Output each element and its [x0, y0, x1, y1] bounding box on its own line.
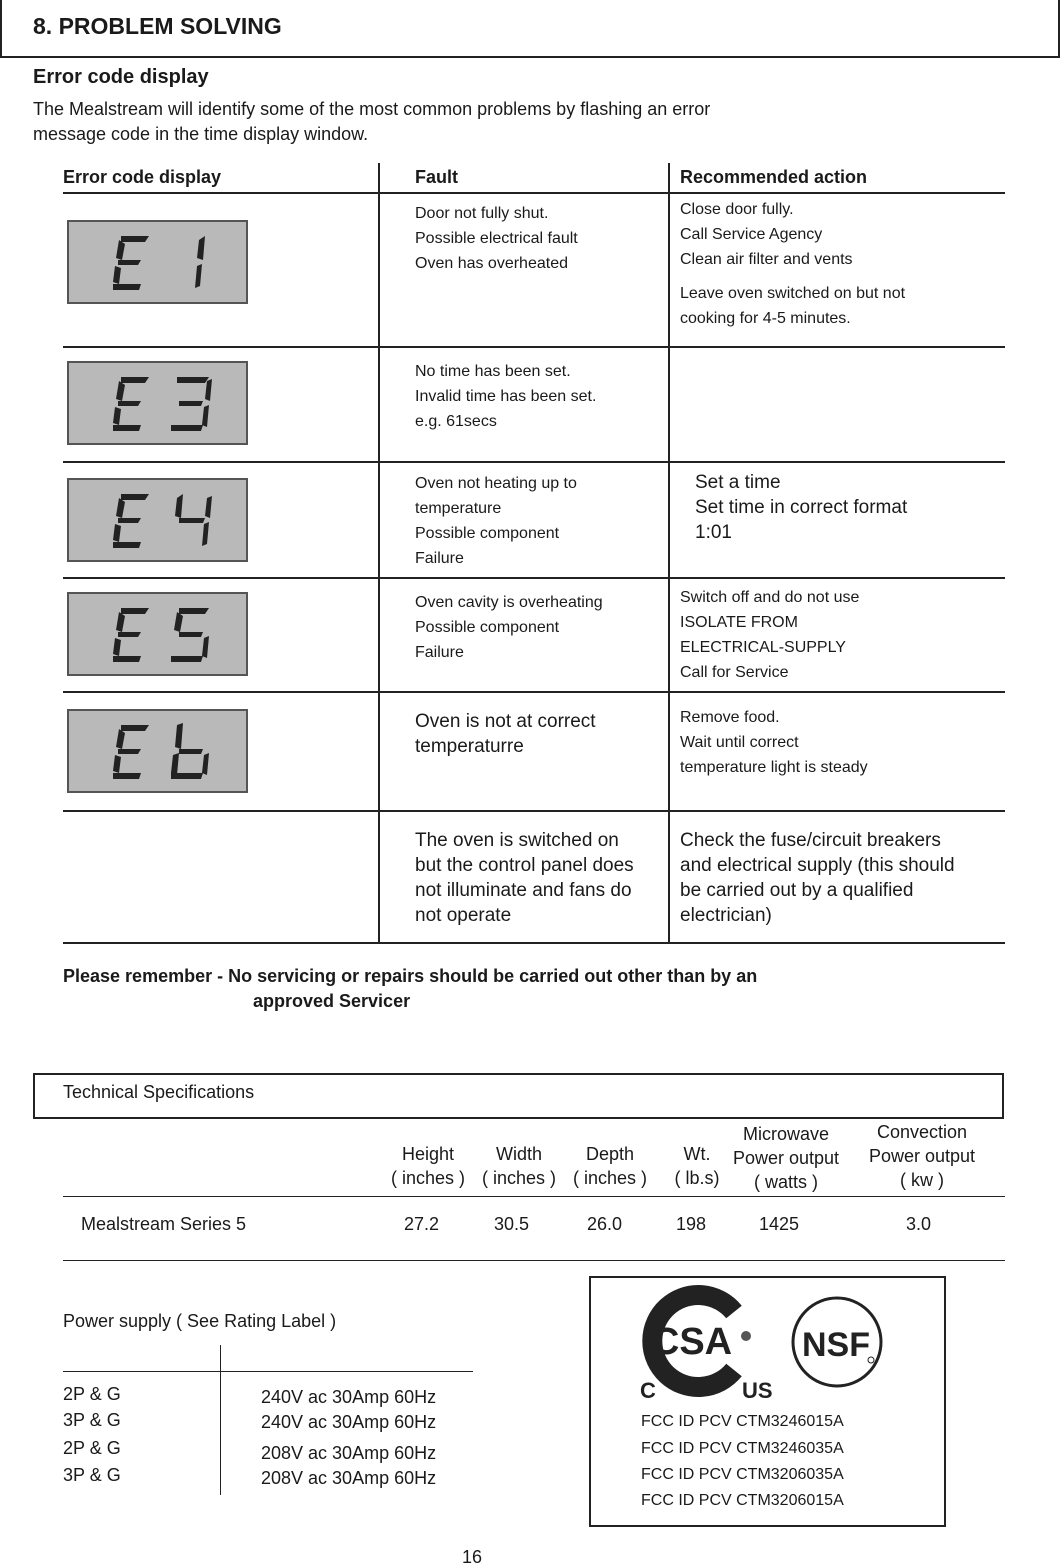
spec-depth: 26.0 — [587, 1214, 623, 1234]
action-line: Leave oven switched on but not — [680, 285, 906, 302]
spec-weight: 198 — [676, 1214, 707, 1234]
action-line: electrician) — [680, 905, 772, 926]
spec-width: 30.5 — [494, 1214, 530, 1234]
lcd-digits-eb — [69, 711, 246, 791]
lcd-digits-e1 — [69, 222, 246, 302]
intro-line-1: The Mealstream will identify some of the most common problems by flashing an error — [33, 99, 711, 119]
table-rule — [63, 577, 1005, 579]
fault-cell-e3 — [415, 359, 596, 434]
lcd-display-eb — [67, 709, 248, 793]
spec-header-label: Depth — [585, 1144, 635, 1164]
spec-header-width — [474, 1142, 564, 1190]
lcd-digits-e5 — [69, 594, 246, 674]
spec-header-unit: ( lb.s) — [674, 1168, 720, 1188]
fault-line: Possible component — [415, 619, 560, 636]
lcd-display-e4 — [67, 478, 248, 562]
fault-line: Oven not heating up to — [415, 475, 577, 492]
fault-cell-eb — [415, 709, 596, 759]
nsf-letters: NSF — [802, 1326, 870, 1364]
column-header-fault: Fault — [415, 167, 458, 187]
spec-header-unit: ( inches ) — [572, 1168, 648, 1188]
lcd-display-e1 — [67, 220, 248, 304]
spec-header-unit: ( watts ) — [753, 1172, 818, 1192]
fault-cell-no-power — [415, 828, 634, 928]
spec-header-label: Width — [495, 1144, 542, 1164]
action-line: Set time in correct format — [695, 497, 908, 518]
spec-convection: 3.0 — [906, 1214, 932, 1234]
fault-line: No time has been set. — [415, 363, 571, 380]
column-header-code: Error code display — [63, 167, 222, 187]
action-line: Switch off and do not use — [680, 589, 860, 606]
page-number: 16 — [462, 1547, 483, 1567]
spec-header-label: Power output — [868, 1146, 976, 1166]
action-cell-eb — [680, 705, 868, 780]
column-header-action: Recommended action — [680, 167, 868, 187]
power-divider — [220, 1345, 221, 1495]
action-line: temperature light is steady — [680, 759, 868, 776]
table-rule — [63, 691, 1005, 693]
lcd-display-e5 — [67, 592, 248, 676]
power-rule — [63, 1371, 473, 1372]
fault-line: temperature — [415, 500, 502, 517]
action-line: Call for Service — [680, 664, 789, 681]
csa-letters: CSA — [651, 1321, 733, 1363]
table-divider-2 — [668, 163, 670, 944]
action-line: 1:01 — [695, 522, 732, 543]
power-rating: 240V ac 30Amp 60Hz — [261, 1387, 437, 1407]
fault-line: Oven cavity is overheating — [415, 594, 603, 611]
table-rule — [63, 942, 1005, 944]
action-line: Close door fully. — [680, 201, 794, 218]
action-cell-e1 — [680, 197, 905, 331]
fault-line: Possible component — [415, 525, 560, 542]
tech-spec-title: Technical Specifications — [63, 1082, 255, 1102]
action-line: and electrical supply (this should — [680, 855, 955, 876]
lcd-digits-e4 — [69, 480, 246, 560]
action-line: Call Service Agency — [680, 226, 823, 243]
action-line: Clean air filter and vents — [680, 251, 853, 268]
spec-header-convection — [859, 1120, 985, 1192]
fault-line: The oven is switched on — [415, 830, 619, 851]
action-line: cooking for 4-5 minutes. — [680, 310, 851, 327]
fcc-id: FCC ID PCV CTM3206015A — [641, 1492, 844, 1509]
fcc-id: FCC ID PCV CTM3246015A — [641, 1413, 844, 1430]
action-line: ISOLATE FROM — [680, 614, 798, 631]
spec-header-label: Microwave — [742, 1124, 830, 1144]
fcc-id: FCC ID PCV CTM3206035A — [641, 1466, 844, 1483]
table-rule — [63, 346, 1005, 348]
action-line: be carried out by a qualified — [680, 880, 914, 901]
power-supply-title: Power supply ( See Rating Label ) — [63, 1311, 337, 1331]
power-rating: 208V ac 30Amp 60Hz — [261, 1443, 437, 1463]
lcd-digits-e3 — [69, 363, 246, 443]
power-phase: 3P & G — [63, 1410, 121, 1430]
spec-model: Mealstream Series 5 — [81, 1214, 247, 1234]
action-line: Check the fuse/circuit breakers — [680, 830, 941, 851]
spec-rule — [63, 1260, 1005, 1261]
fault-line: Oven is not at correct — [415, 711, 596, 732]
fault-line: e.g. 61secs — [415, 413, 497, 430]
action-line: ELECTRICAL-SUPPLY — [680, 639, 846, 656]
action-cell-e5 — [680, 585, 859, 685]
fault-line: not operate — [415, 905, 512, 926]
action-cell-no-power — [680, 828, 955, 928]
fault-line: Possible electrical fault — [415, 230, 578, 247]
fault-line: Door not fully shut. — [415, 205, 549, 222]
table-rule — [63, 461, 1005, 463]
fcc-id: FCC ID PCV CTM3246035A — [641, 1440, 844, 1457]
fault-cell-e5 — [415, 590, 603, 665]
lcd-display-e3 — [67, 361, 248, 445]
spec-header-depth — [565, 1142, 655, 1190]
table-rule — [63, 810, 1005, 812]
fault-line: Invalid time has been set. — [415, 388, 597, 405]
subsection-title: Error code display — [33, 66, 209, 88]
fault-line: not illuminate and fans do — [415, 880, 632, 901]
action-cell-e4 — [695, 470, 907, 545]
registered-mark-icon — [741, 1331, 751, 1341]
fault-line: Oven has overheated — [415, 255, 568, 272]
csa-us-mark: US — [742, 1378, 773, 1403]
spec-header-microwave — [724, 1122, 848, 1194]
fault-line: Failure — [415, 550, 464, 567]
fault-line: temperaturre — [415, 736, 524, 757]
fault-line: but the control panel does — [415, 855, 634, 876]
servicing-warning — [63, 964, 757, 1014]
csa-c-mark: C — [640, 1378, 656, 1403]
spec-header-label: Power output — [732, 1148, 840, 1168]
csa-logo — [638, 1286, 773, 1404]
spec-header-label: Wt. — [683, 1144, 711, 1164]
fault-cell-e4 — [415, 471, 577, 571]
intro-line-2: message code in the time display window. — [33, 124, 369, 144]
fault-line: Failure — [415, 644, 464, 661]
spec-header-label: Height — [401, 1144, 455, 1164]
spec-rule — [63, 1196, 1005, 1197]
power-rating: 208V ac 30Amp 60Hz — [261, 1468, 437, 1488]
warning-line-1: Please remember - No servicing or repairs should be carried out other than by an — [63, 966, 758, 986]
spec-height: 27.2 — [404, 1214, 440, 1234]
spec-header-height — [383, 1142, 473, 1190]
action-line: Wait until correct — [680, 734, 799, 751]
power-phase: 2P & G — [63, 1438, 121, 1458]
table-rule — [63, 192, 1005, 194]
spec-header-weight — [666, 1142, 728, 1190]
power-rating: 240V ac 30Amp 60Hz — [261, 1412, 437, 1432]
action-line: Remove food. — [680, 709, 780, 726]
spec-header-label: Convection — [876, 1122, 968, 1142]
nsf-logo — [789, 1294, 887, 1392]
power-phase: 3P & G — [63, 1465, 121, 1485]
spec-header-unit: ( inches ) — [390, 1168, 466, 1188]
fault-cell-e1 — [415, 201, 578, 276]
section-title: 8. PROBLEM SOLVING — [33, 13, 282, 39]
spec-header-unit: ( inches ) — [481, 1168, 557, 1188]
spec-header-unit: ( kw ) — [900, 1170, 944, 1190]
power-phase: 2P & G — [63, 1384, 121, 1404]
spec-microwave: 1425 — [759, 1214, 800, 1234]
intro-paragraph — [33, 97, 873, 147]
action-line: Set a time — [695, 472, 781, 493]
table-divider-1 — [378, 163, 380, 944]
warning-line-2: approved Servicer — [253, 991, 411, 1011]
